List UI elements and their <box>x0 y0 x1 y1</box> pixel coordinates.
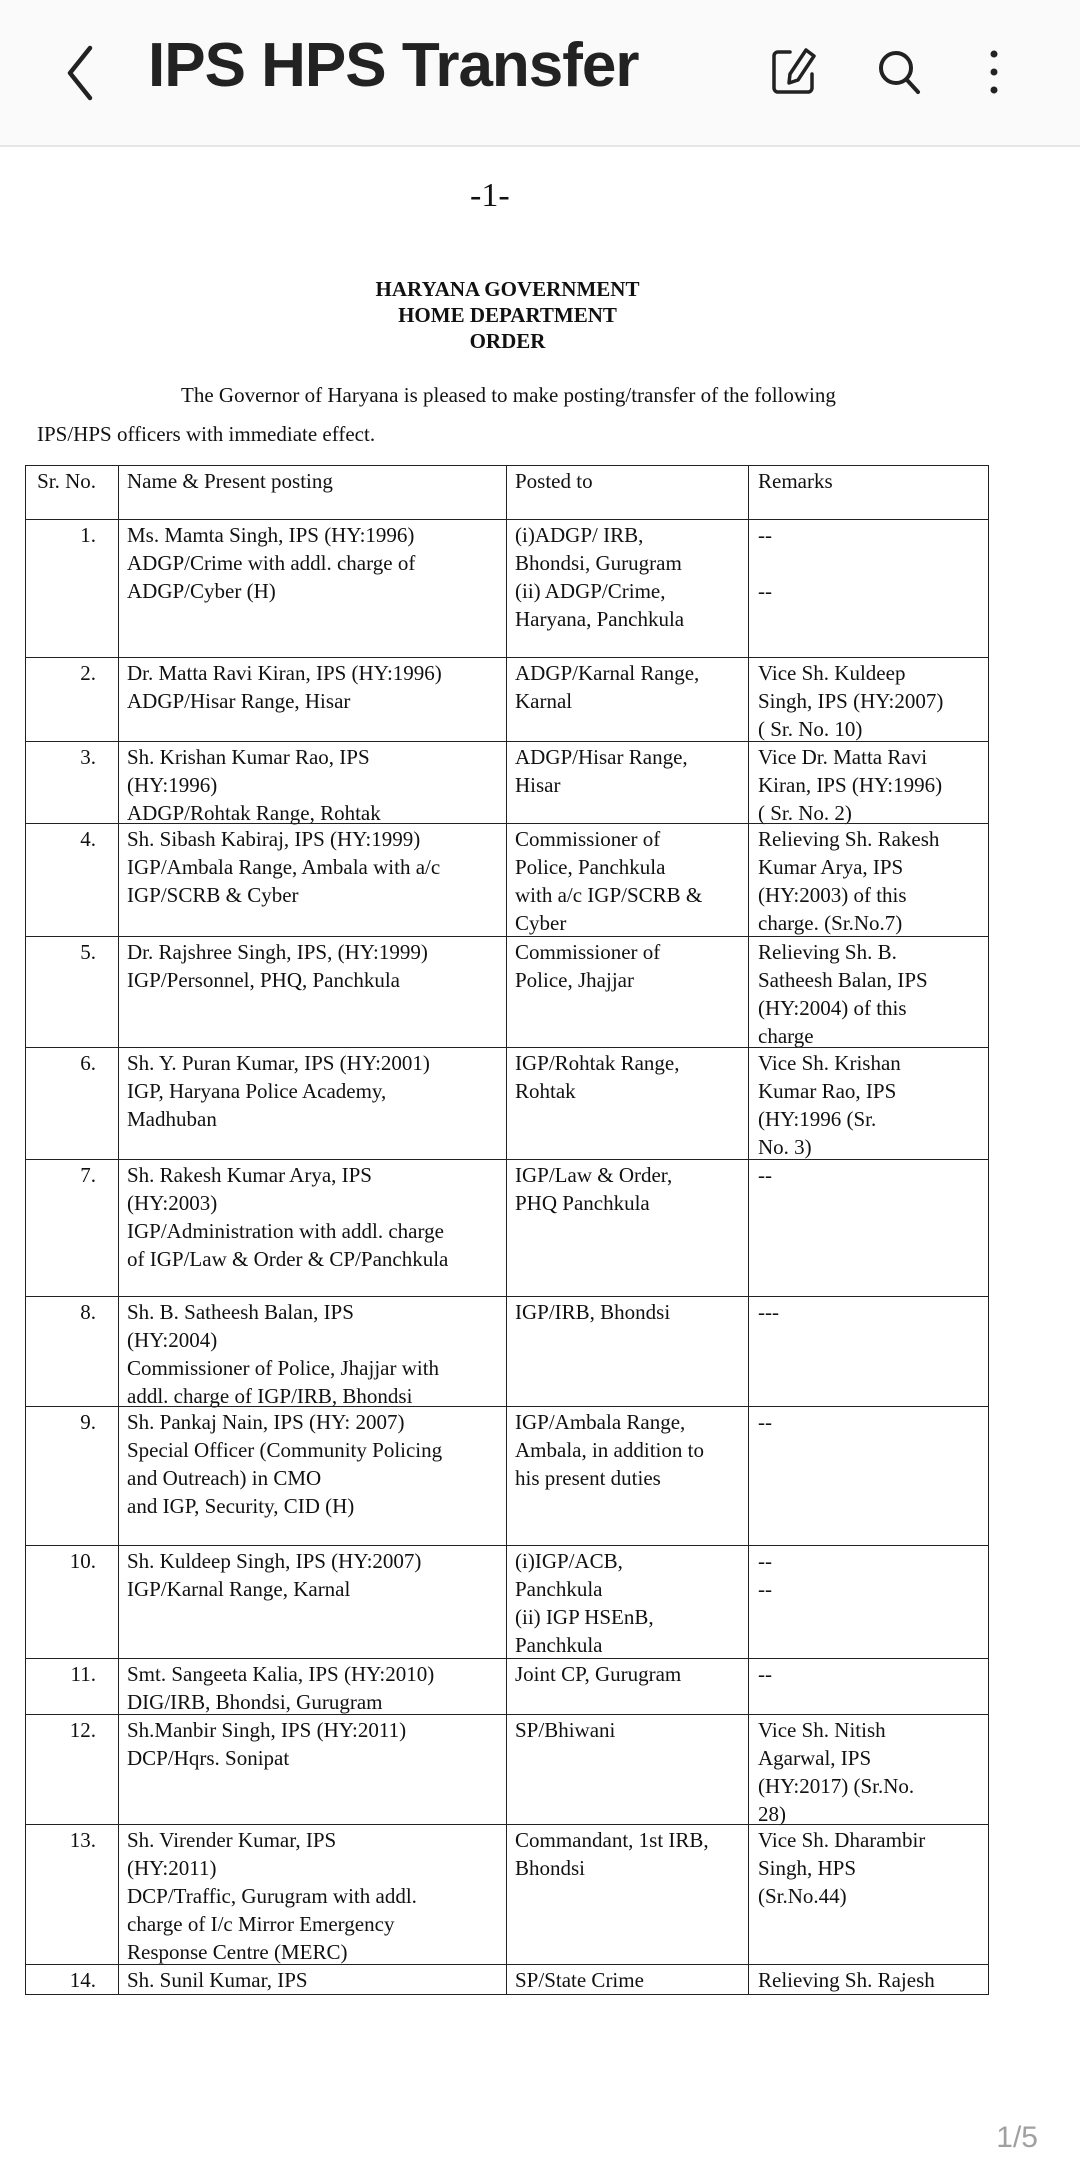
edit-icon <box>768 44 824 100</box>
cell-remarks: Relieving Sh. B. Satheesh Balan, IPS (HY:2004) of this charge <box>748 937 989 1048</box>
cell-remarks: -- -- <box>748 1546 989 1659</box>
search-icon <box>872 44 928 100</box>
search-button[interactable] <box>872 44 928 100</box>
header-sr-no: Sr. No. <box>25 466 118 520</box>
table-row <box>25 1545 989 1659</box>
cell-posted-to: IGP/Rohtak Range, Rohtak <box>506 1048 748 1160</box>
cell-remarks: Relieving Sh. Rakesh Kumar Arya, IPS (HY:2003) of this charge. (Sr.No.7) <box>748 824 989 937</box>
table-row <box>25 519 989 658</box>
cell-sr-no: 5. <box>25 937 118 1048</box>
cell-posted-to: Commissioner of Police, Panchkula with a/c IGP/SCRB & Cyber <box>506 824 748 937</box>
page-title: IPS HPS Transfer <box>148 31 639 100</box>
heading-department: HOME DEPARTMENT <box>398 303 617 327</box>
cell-remarks: -- <box>748 1659 989 1715</box>
cell-sr-no: 1. <box>25 520 118 658</box>
cell-name-present-posting: Ms. Mamta Singh, IPS (HY:1996) ADGP/Crime with addl. charge of ADGP/Cyber (H) <box>118 520 506 658</box>
header-name-present-posting: Name & Present posting <box>118 466 506 520</box>
cell-posted-to: IGP/IRB, Bhondsi <box>506 1297 748 1407</box>
cell-sr-no: 2. <box>25 658 118 742</box>
back-button[interactable] <box>58 42 108 104</box>
cell-name-present-posting: Smt. Sangeeta Kalia, IPS (HY:2010) DIG/IRB, Bhondsi, Gurugram <box>118 1659 506 1715</box>
table-row <box>25 936 989 1048</box>
cell-posted-to: SP/State Crime <box>506 1965 748 1994</box>
table-row <box>25 657 989 742</box>
cell-name-present-posting: Sh. Sibash Kabiraj, IPS (HY:1999) IGP/Ambala Range, Ambala with a/c IGP/SCRB & Cyber <box>118 824 506 937</box>
page-indicator: 1/5 <box>996 2121 1038 2154</box>
cell-posted-to: (i)IGP/ACB, Panchkula (ii) IGP HSEnB, Panchkula <box>506 1546 748 1659</box>
cell-posted-to: ADGP/Hisar Range, Hisar <box>506 742 748 824</box>
cell-name-present-posting: Sh. Virender Kumar, IPS (HY:2011) DCP/Traffic, Gurugram with addl. charge of I/c Mirror Emergency Response Centre (MERC) <box>118 1825 506 1965</box>
cell-remarks: -- <box>748 1160 989 1297</box>
cell-name-present-posting: Sh. B. Satheesh Balan, IPS (HY:2004) Commissioner of Police, Jhajjar with addl. charge of IGP/IRB, Bhondsi <box>118 1297 506 1407</box>
cell-posted-to: Joint CP, Gurugram <box>506 1659 748 1715</box>
cell-posted-to: IGP/Ambala Range, Ambala, in addition to his present duties <box>506 1407 748 1546</box>
cell-posted-to: IGP/Law & Order, PHQ Panchkula <box>506 1160 748 1297</box>
cell-remarks: --- <box>748 1297 989 1407</box>
table-row <box>25 1296 989 1407</box>
header-posted-to: Posted to <box>506 466 748 520</box>
table-row <box>25 1047 989 1160</box>
chevron-left-icon <box>58 42 108 104</box>
cell-remarks: Relieving Sh. Rajesh <box>748 1965 989 1994</box>
cell-remarks: Vice Sh. Nitish Agarwal, IPS (HY:2017) (Sr.No. 28) <box>748 1715 989 1825</box>
cell-remarks: Vice Sh. Kuldeep Singh, IPS (HY:2007) ( Sr. No. 10) <box>748 658 989 742</box>
cell-sr-no: 3. <box>25 742 118 824</box>
table-row <box>25 1159 989 1297</box>
edit-button[interactable] <box>768 44 824 100</box>
more-vertical-icon <box>968 44 1024 100</box>
cell-posted-to: (i)ADGP/ IRB, Bhondsi, Gurugram (ii) ADGP/Crime, Haryana, Panchkula <box>506 520 748 658</box>
table-row <box>25 1824 989 1965</box>
cell-sr-no: 10. <box>25 1546 118 1659</box>
intro-line-2: IPS/HPS officers with immediate effect. <box>37 422 376 446</box>
cell-sr-no: 14. <box>25 1965 118 1994</box>
cell-remarks: Vice Sh. Dharambir Singh, HPS (Sr.No.44) <box>748 1825 989 1965</box>
cell-name-present-posting: Sh. Pankaj Nain, IPS (HY: 2007) Special Officer (Community Policing and Outreach) in CMO and IGP, Security, CID (H) <box>118 1407 506 1546</box>
document-page <box>0 147 1080 2169</box>
table-header-row <box>25 465 989 520</box>
cell-posted-to: SP/Bhiwani <box>506 1715 748 1825</box>
cell-remarks: -- <box>748 1407 989 1546</box>
cell-name-present-posting: Dr. Matta Ravi Kiran, IPS (HY:1996) ADGP/Hisar Range, Hisar <box>118 658 506 742</box>
cell-name-present-posting: Sh. Kuldeep Singh, IPS (HY:2007) IGP/Karnal Range, Karnal <box>118 1546 506 1659</box>
cell-sr-no: 6. <box>25 1048 118 1160</box>
cell-sr-no: 11. <box>25 1659 118 1715</box>
cell-name-present-posting: Sh. Krishan Kumar Rao, IPS (HY:1996) ADGP/Rohtak Range, Rohtak <box>118 742 506 824</box>
cell-posted-to: ADGP/Karnal Range, Karnal <box>506 658 748 742</box>
header-remarks: Remarks <box>748 466 989 520</box>
table-row <box>25 823 989 937</box>
cell-name-present-posting: Sh. Sunil Kumar, IPS <box>118 1965 506 1994</box>
cell-sr-no: 8. <box>25 1297 118 1407</box>
app-bar <box>0 0 1080 147</box>
cell-remarks: -- -- <box>748 520 989 658</box>
cell-name-present-posting: Sh. Y. Puran Kumar, IPS (HY:2001) IGP, Haryana Police Academy, Madhuban <box>118 1048 506 1160</box>
table-row <box>25 1714 989 1825</box>
heading-government: HARYANA GOVERNMENT <box>375 277 640 301</box>
more-options-button[interactable] <box>968 44 1024 100</box>
table-row <box>25 1658 989 1715</box>
cell-sr-no: 9. <box>25 1407 118 1546</box>
intro-line-1: The Governor of Haryana is pleased to make posting/transfer of the following <box>181 383 836 407</box>
cell-sr-no: 12. <box>25 1715 118 1825</box>
table-row <box>25 1406 989 1546</box>
cell-sr-no: 4. <box>25 824 118 937</box>
cell-remarks: Vice Dr. Matta Ravi Kiran, IPS (HY:1996) ( Sr. No. 2) <box>748 742 989 824</box>
cell-name-present-posting: Dr. Rajshree Singh, IPS, (HY:1999) IGP/Personnel, PHQ, Panchkula <box>118 937 506 1048</box>
cell-remarks: Vice Sh. Krishan Kumar Rao, IPS (HY:1996 (Sr. No. 3) <box>748 1048 989 1160</box>
table-row <box>25 1964 989 1995</box>
heading-order: ORDER <box>469 329 546 353</box>
cell-posted-to: Commandant, 1st IRB, Bhondsi <box>506 1825 748 1965</box>
cell-posted-to: Commissioner of Police, Jhajjar <box>506 937 748 1048</box>
cell-name-present-posting: Sh. Rakesh Kumar Arya, IPS (HY:2003) IGP/Administration with addl. charge of IGP/Law & Order & CP/Panchkula <box>118 1160 506 1297</box>
cell-sr-no: 7. <box>25 1160 118 1297</box>
table-row <box>25 741 989 824</box>
cell-name-present-posting: Sh.Manbir Singh, IPS (HY:2011) DCP/Hqrs. Sonipat <box>118 1715 506 1825</box>
page-number-mark: -1- <box>470 177 510 214</box>
cell-sr-no: 13. <box>25 1825 118 1965</box>
